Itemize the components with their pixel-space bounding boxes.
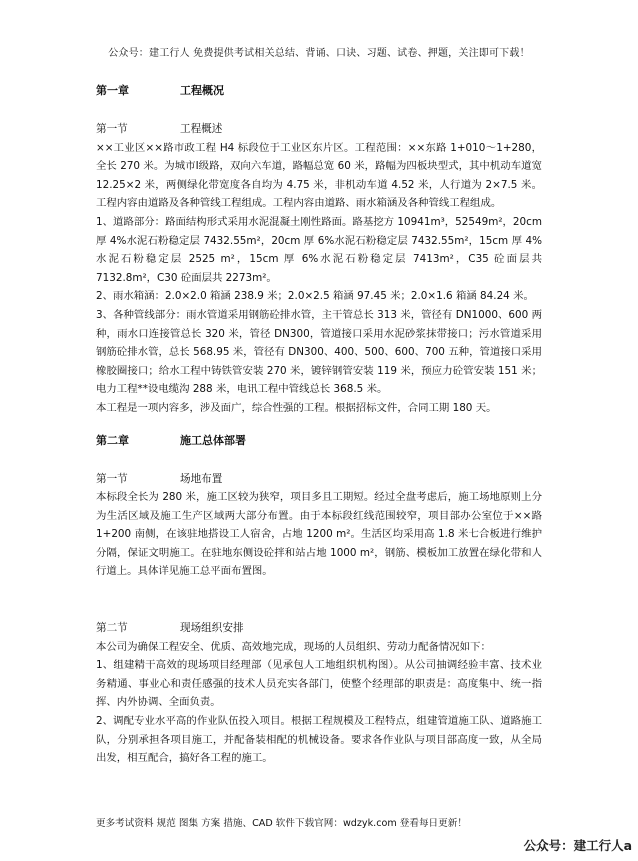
chapter-1-section-1-heading [96,120,542,139]
summary-paragraph: 本工程是一项内容多，涉及面广，综合性强的工程。根据招标文件，合同工期 180 天。 [96,401,497,414]
organization-item-1: 1、组建精干高效的现场项目经理部（见承包人工地组织机构图）。从公司抽调经验丰富、技术业务精通、事业心和责任感强的技术人员充实各部门，使整个经理部的职责是：高度集中、统一指挥、内外协调、全面负责。 [96,659,542,709]
pipeline-paragraph: 3、各种管线部分：雨水管道采用钢筋砼排水管，主干管总长 313 米，管径有 DN1000、600 两种，雨水口连接管总长 320 米，管径 DN300，管道接口采用水泥砂浆抹带接口；污水管道采用钢筋砼排水管，总长 568.95 米，管径有 DN300、400、500、600、700 五种，管道接口采用橡胶圈接口；给水工程中铸铁管安装 270 米，镀锌钢管安装 119 米，预应力砼管安装 151 米；电力工程**设电缆沟 288 米，电讯工程中管线总长 368.5 米。 [96,308,542,396]
footer-text: 更多考试资料 规范 图集 方案 措施、CAD 软件下载官网：wdzyk.com 登看每日更新！ [96,818,467,829]
section-number: 第一节 [96,472,128,485]
chapter-2-heading [96,432,542,450]
section-number: 第一节 [96,123,128,135]
organization-item-2: 2、调配专业水平高的作业队伍投入项目。根据工程规模及工程特点，组建管道施工队、道路施工队，分别承担各项目施工，并配备装相配的机械设备。要求各作业队与项目部高度一致，从全局出发，相互配合，搞好各工程的施工。 [96,715,542,765]
document-body [96,82,542,768]
section-title: 现场组织安排 [180,622,244,635]
section-number: 第二节 [96,622,128,635]
top-notice: 公众号：建工行人 免费提供考试相关总结、背诵、口诀、习题、试卷、押题，关注即可下载！ [108,48,530,59]
chapter-1-number: 第一章 [96,84,129,97]
site-layout-paragraph: 本标段全长为 280 米，施工区较为狭窄，项目多且工期短。经过全盘考虑后，施工场地原则上分为生活区域及施工生产区域两大部分布置。由于本标段红线范围较窄，项目部办公室位于××路 1+200 南侧，在该驻地搭设工人宿舍，占地 1200 m²。生活区均采用高 1.8 米七合板进行维护分隔，保证文明施工。在驻地东侧设砼拌和站占地 1000 m²，钢筋、模板加工放置在绿化带和人行道上。具体详见施工总平面布置图。 [96,491,542,578]
chapter-1-heading [96,82,542,100]
chapter-2-section-2-heading [96,619,542,638]
chapter-1-title: 工程概况 [180,84,224,97]
watermark: 公众号：建工行人a [523,838,632,853]
road-paragraph: 1、道路部分：路面结构形式采用水泥混凝土刚性路面。路基挖方 10941m³，52549m²，20cm 厚 4%水泥石粉稳定层 7432.55m²，20cm 厚 6%水泥石粉稳定层 7432.55m²，15cm 厚 4%水泥石粉稳定层 2525 m²，15cm 厚 6%水泥石粉稳定层 7413m²，C35 砼面层共 7132.8m²，C30 砼面层共 2273m²。 [96,215,542,284]
overview-paragraph: ××工业区××路市政工程 H4 标段位于工业区东片区。工程范围：××东路 1+010～1+280，全长 270 米。为城市Ⅰ级路，双向六车道，路幅总宽 60 米，路幅为四板块型式，其中机动车道宽 12.25×2 米，两侧绿化带宽度各自均为 4.75 米，非机动车道 4.52 米，人行道为 2×7.5 米。工程内容由道路及各种管线工程组成。工程内容由道路、雨水箱涵及各种管线工程组成。 [96,141,542,210]
section-title: 场地布置 [180,472,223,485]
culvert-paragraph: 2、雨水箱涵：2.0×2.0 箱涵 238.9 米；2.0×2.5 箱涵 97.45 米；2.0×1.6 箱涵 84.24 米。 [96,290,534,303]
section-title: 工程概述 [180,123,223,135]
chapter-2-number: 第二章 [96,433,129,447]
chapter-2-title: 施工总体部署 [180,433,246,447]
chapter-2-section-1-heading [96,470,542,489]
organization-intro-paragraph: 本公司为确保工程安全、优质、高效地完成，现场的人员组织、劳动力配备情况如下： [96,640,491,653]
